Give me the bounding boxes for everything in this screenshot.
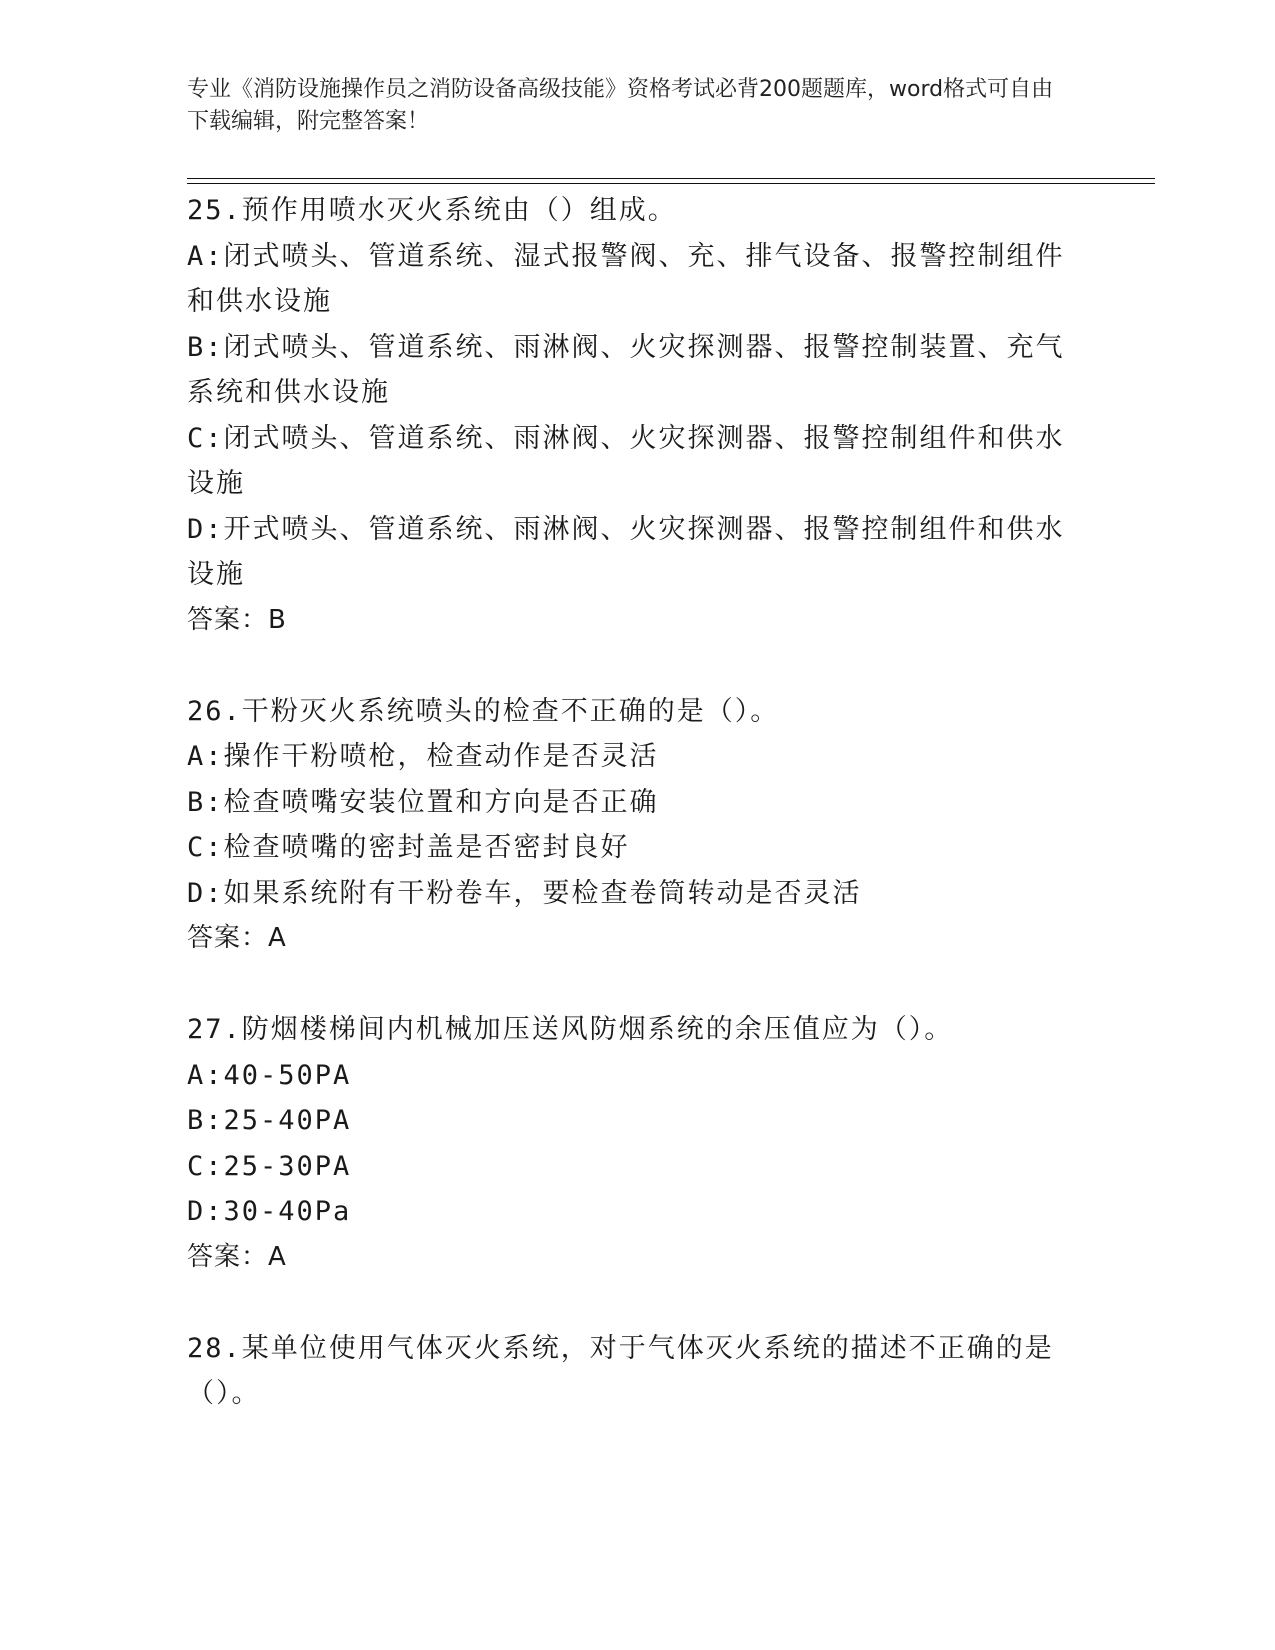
question-stem: 26.干粉灭火系统喷头的检查不正确的是（）。 [187, 695, 780, 727]
option-b: B:闭式喷头、管道系统、雨淋阀、火灾探测器、报警控制装置、充气系统和供水设施 [187, 331, 1065, 408]
option-b: B:检查喷嘴安装位置和方向是否正确 [187, 786, 659, 818]
question-28 [187, 1326, 1082, 1417]
question-stem: 28.某单位使用气体灭火系统，对于气体灭火系统的描述不正确的是（）。 [187, 1332, 1054, 1409]
header-intro-text: 专业《消防设施操作员之消防设备高级技能》资格考试必背200题题库，word格式可自由下载编辑，附完整答案！ [187, 77, 1054, 134]
document-header [187, 74, 1067, 138]
question-27 [187, 1007, 1082, 1280]
option-c: C:检查喷嘴的密封盖是否密封良好 [187, 832, 630, 863]
answer-text: 答案：A [187, 923, 287, 953]
option-d: D:开式喷头、管道系统、雨淋阀、火灾探测器、报警控制组件和供水设施 [187, 513, 1065, 590]
answer-text: 答案：B [187, 604, 287, 635]
question-spacer [187, 962, 1082, 1008]
question-list [187, 188, 1082, 1417]
option-d: D:30-40Pa [187, 1196, 352, 1227]
header-rule-bottom [187, 183, 1155, 184]
question-spacer [187, 643, 1082, 689]
question-stem: 25.预作用喷水灭火系统由（）组成。 [187, 195, 677, 226]
option-c: C:闭式喷头、管道系统、雨淋阀、火灾探测器、报警控制组件和供水设施 [187, 422, 1065, 499]
option-a: A:操作干粉喷枪，检查动作是否灵活 [187, 741, 659, 772]
option-a: A:闭式喷头、管道系统、湿式报警阀、充、排气设备、报警控制组件和供水设施 [187, 240, 1065, 317]
option-d: D:如果系统附有干粉卷车，要检查卷筒转动是否灵活 [187, 877, 862, 909]
question-26 [187, 689, 1082, 962]
header-rule-top [187, 178, 1155, 179]
answer-text: 答案：A [187, 1241, 287, 1272]
question-stem: 27.防烟楼梯间内机械加压送风防烟系统的余压值应为（）。 [187, 1014, 954, 1045]
question-spacer [187, 1280, 1082, 1326]
option-a: A:40-50PA [187, 1059, 352, 1091]
question-25 [187, 188, 1082, 643]
option-b: B:25-40PA [187, 1105, 352, 1136]
option-c: C:25-30PA [187, 1150, 352, 1182]
